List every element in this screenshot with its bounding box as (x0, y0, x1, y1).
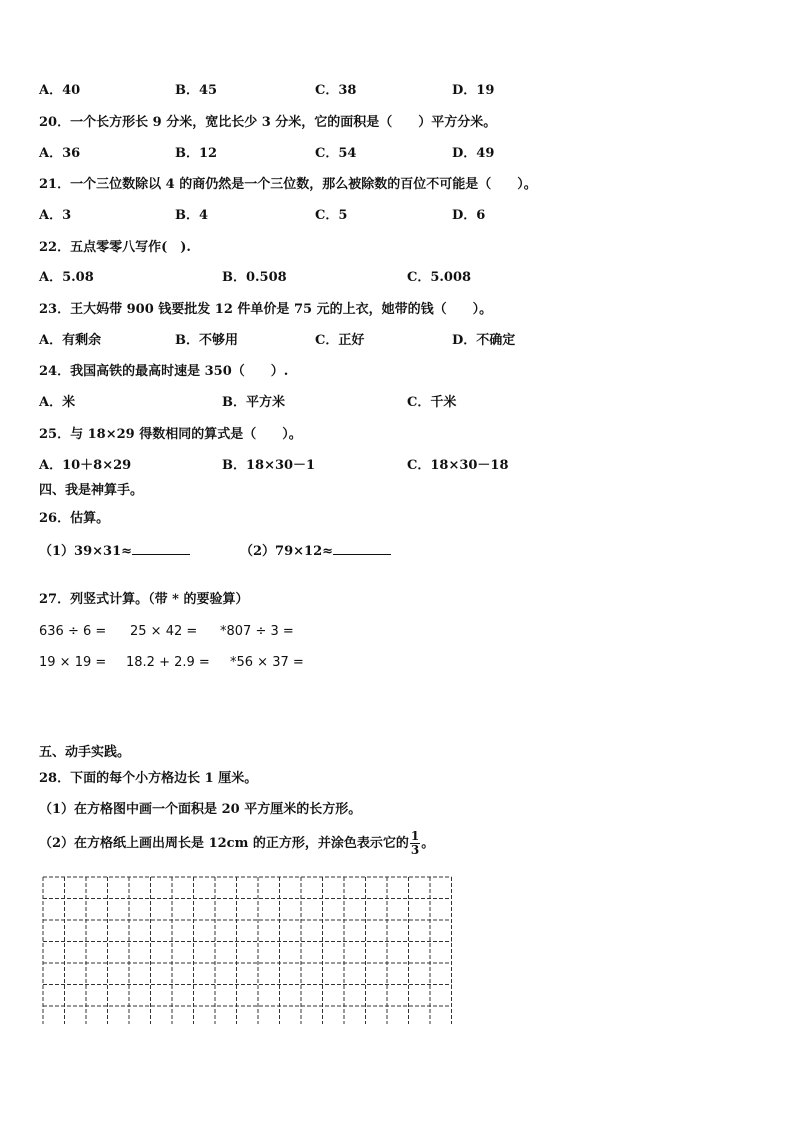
q28-part-2-end: 。 (421, 836, 435, 851)
q23-stem: 23．王大妈带 900 钱要批发 12 件单价是 75 元的上衣，她带的钱（ ）。 (39, 302, 493, 317)
q21-option-a: A．3 (39, 208, 72, 223)
q26-stem: 26．估算。 (39, 511, 110, 526)
square-grid[interactable] (42, 876, 454, 1024)
q27-calc-4: 19 × 19 = (39, 655, 107, 670)
fraction-denominator: 3 (410, 843, 420, 857)
q27-stem: 27．列竖式计算。（带 * 的要验算） (39, 592, 249, 607)
q23-option-b: B．不够用 (175, 333, 238, 348)
q27-calc-2: 25 × 42 = (130, 624, 198, 639)
q20-option-b: B．12 (175, 146, 218, 161)
q27-calc-6: *56 × 37 = (230, 655, 304, 670)
q24-option-c: C．千米 (407, 395, 457, 410)
q21-option-d: D．6 (452, 208, 486, 223)
fraction-one-third (410, 830, 420, 857)
q20-option-d: D．49 (452, 146, 495, 161)
q21-option-b: B．4 (175, 208, 209, 223)
q27-calc-1: 636 ÷ 6 = (39, 624, 107, 639)
q26-item-1 (39, 541, 190, 561)
answer-blank[interactable] (132, 541, 190, 555)
q22-option-b: B．0.508 (222, 270, 287, 285)
q28-stem: 28．下面的每个小方格边长 1 厘米。 (39, 771, 258, 786)
section-heading-4: 四、我是神算手。 (39, 483, 144, 498)
section-heading-5: 五、动手实践。 (39, 745, 131, 760)
q25-option-b: B．18×30－1 (222, 458, 316, 473)
q24-stem: 24．我国高铁的最高时速是 350（ ）. (39, 364, 289, 379)
q19-option-b: B．45 (175, 83, 218, 98)
q26-item-2-label: （2）79×12≈ (240, 544, 334, 559)
q19-option-a: A．40 (39, 83, 81, 98)
q23-option-d: D．不确定 (452, 333, 516, 348)
q25-stem: 25．与 18×29 得数相同的算式是（ ）。 (39, 427, 302, 442)
q26-item-1-label: （1）39×31≈ (39, 544, 133, 559)
fraction-numerator: 1 (410, 829, 420, 843)
q24-option-a: A．米 (39, 395, 76, 410)
q28-part-2-text: （2）在方格纸上画出周长是 12cm 的正方形，并涂色表示它的 (39, 836, 409, 851)
q21-option-c: C．5 (315, 208, 348, 223)
q21-stem: 21．一个三位数除以 4 的商仍然是一个三位数，那么被除数的百位不可能是（ ）。 (39, 177, 537, 192)
q22-option-c: C．5.008 (407, 270, 472, 285)
q23-option-c: C．正好 (315, 333, 365, 348)
answer-blank[interactable] (333, 541, 391, 555)
q25-option-c: C．18×30－18 (407, 458, 509, 473)
q23-option-a: A．有剩余 (39, 333, 102, 348)
q22-stem: 22．五点零零八写作( ). (39, 240, 191, 255)
q19-option-c: C．38 (315, 83, 357, 98)
q22-option-a: A．5.08 (39, 270, 94, 285)
q27-calc-3: *807 ÷ 3 = (220, 624, 294, 639)
q20-stem: 20．一个长方形长 9 分米，宽比长少 3 分米，它的面积是（ ）平方分米。 (39, 115, 497, 130)
q27-calc-5: 18.2 + 2.9 = (126, 655, 210, 670)
q25-option-a: A．10＋8×29 (39, 458, 132, 473)
q20-option-c: C．54 (315, 146, 357, 161)
q19-option-d: D．19 (452, 83, 495, 98)
q20-option-a: A．36 (39, 146, 81, 161)
q28-part-2 (39, 830, 434, 857)
q28-part-1: （1）在方格图中画一个面积是 20 平方厘米的长方形。 (39, 802, 362, 817)
q24-option-b: B．平方米 (222, 395, 285, 410)
q26-item-2 (240, 541, 391, 561)
